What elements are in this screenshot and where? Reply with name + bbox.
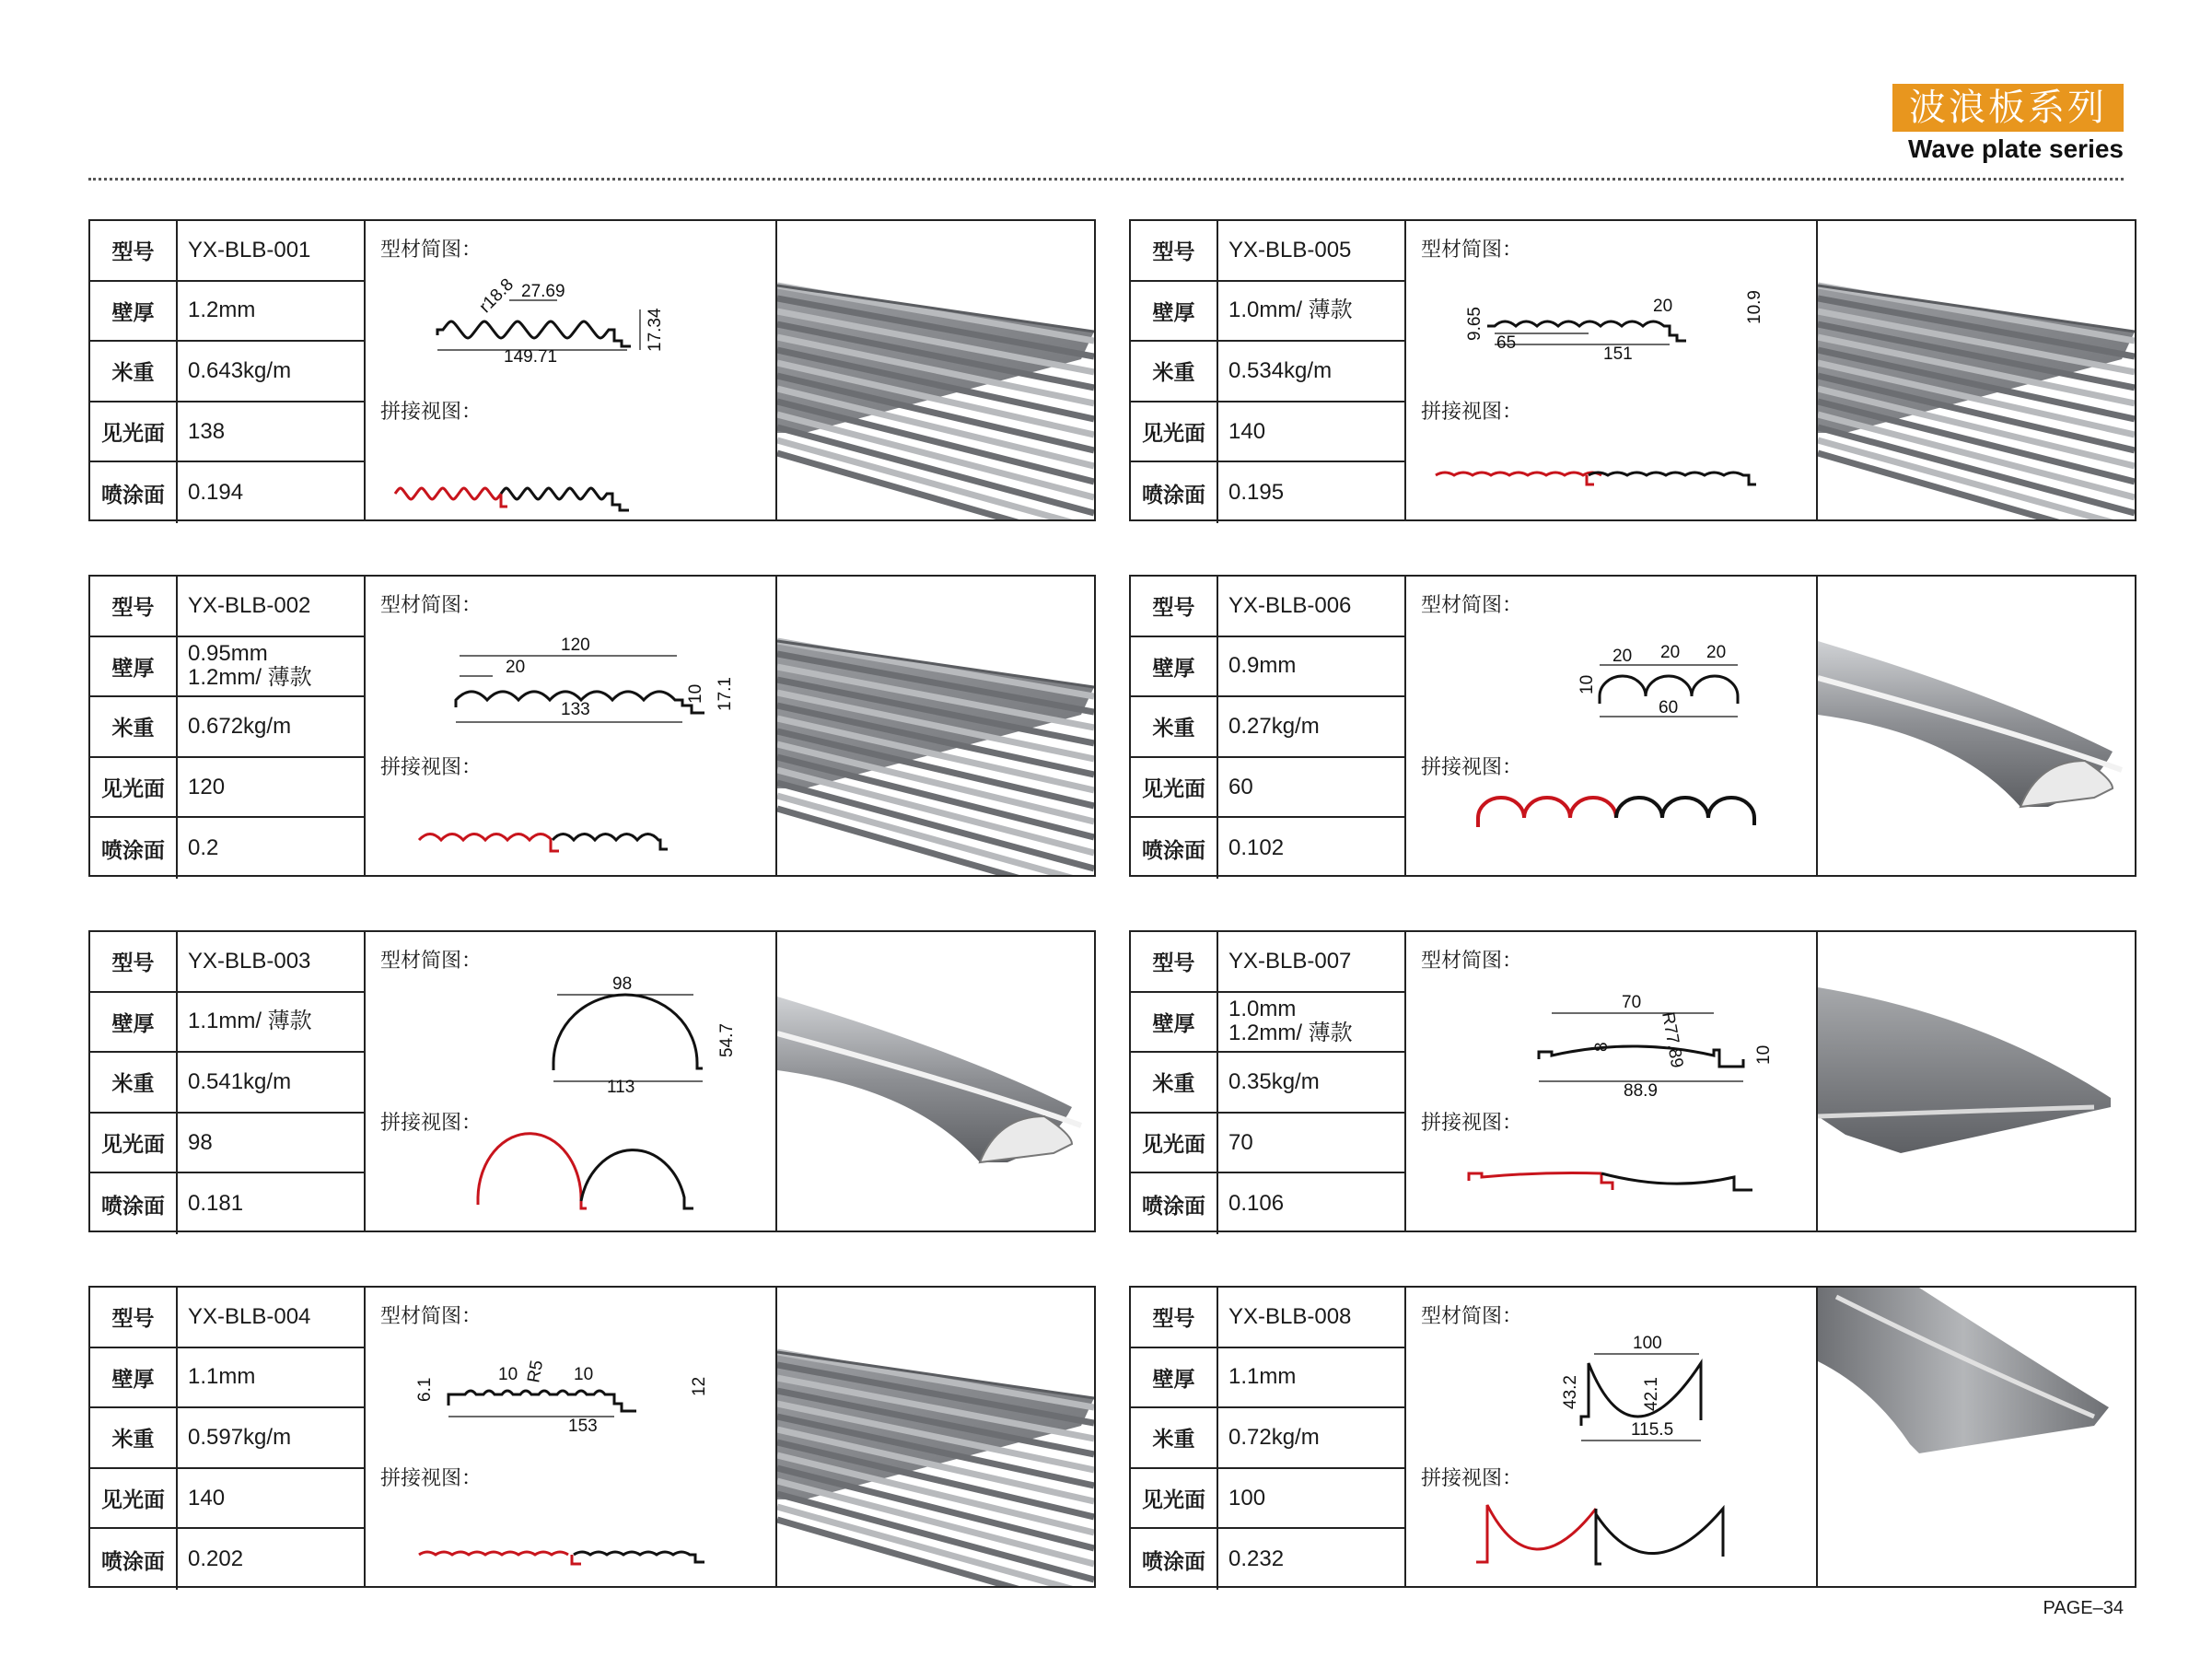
spec-value: 120: [188, 774, 226, 799]
profile-drawing: [364, 932, 775, 1234]
spec-value: 0.232: [1228, 1546, 1285, 1572]
profile-caption: 型材简图：: [380, 1305, 483, 1328]
series-title-cn: 波浪板系列: [1892, 84, 2124, 132]
svg-text:12: 12: [690, 1376, 709, 1396]
spec-label: 型号: [90, 221, 178, 280]
product-card: [88, 1286, 1096, 1588]
svg-text:20: 20: [1653, 297, 1673, 316]
spec-value: 0.672kg/m: [188, 713, 292, 739]
spec-label: 喷涂面: [90, 818, 178, 879]
profile-drawing: [364, 221, 775, 523]
spec-label: 型号: [1131, 221, 1218, 280]
profile-outline: [1487, 321, 1686, 341]
spec-value: 0.35kg/m: [1228, 1068, 1320, 1094]
spec-value: 0.27kg/m: [1228, 713, 1320, 739]
profile-drawing: [1404, 1288, 1816, 1590]
spec-row-weight: [1131, 1053, 1404, 1114]
product-photo: [1818, 932, 2135, 1231]
drawing-area: [364, 1288, 777, 1586]
spec-row-thickness: [1131, 637, 1404, 698]
svg-text:9.65: 9.65: [1465, 307, 1484, 341]
spec-table: [1131, 221, 1406, 519]
product-photo: [777, 577, 1094, 875]
spec-value: 0.106: [1228, 1191, 1285, 1217]
svg-text:10.9: 10.9: [1745, 290, 1764, 324]
spec-value: 1.2mm: [188, 297, 256, 323]
svg-text:100: 100: [1633, 1334, 1662, 1353]
profile-outline: [437, 321, 631, 346]
spec-value: 1.0mm/ 薄款: [1228, 297, 1353, 323]
spec-value: YX-BLB-006: [1228, 592, 1352, 618]
spec-label: 型号: [90, 1288, 178, 1347]
spec-row-thickness: [1131, 993, 1404, 1054]
spec-value: 60: [1228, 774, 1253, 799]
spec-label: 见光面: [1131, 402, 1218, 461]
svg-text:6.1: 6.1: [415, 1377, 435, 1402]
profile-caption: 型材简图：: [1421, 239, 1523, 262]
spec-value: 0.534kg/m: [1228, 357, 1333, 383]
spec-row-thickness: [1131, 1348, 1404, 1409]
spec-table: [90, 1288, 366, 1586]
spec-label: 见光面: [1131, 1469, 1218, 1528]
splice-caption: 拼接视图：: [1421, 1467, 1523, 1490]
spec-value: 1.1mm: [188, 1364, 256, 1390]
svg-text:60: 60: [1659, 698, 1679, 717]
product-photo: [777, 221, 1094, 519]
drawing-area: [1404, 577, 1818, 875]
svg-text:10: 10: [1578, 674, 1597, 694]
spec-label: 壁厚: [90, 1348, 178, 1407]
spec-value: 98: [188, 1129, 213, 1155]
spec-row-spray: [90, 462, 364, 523]
svg-text:20: 20: [506, 658, 526, 677]
spec-value: 0.181: [188, 1191, 244, 1217]
profile-outline: [1539, 1046, 1743, 1067]
spec-table: [1131, 1288, 1406, 1586]
spec-value: 0.95mm 1.2mm/ 薄款: [188, 641, 312, 691]
spec-row-visible: [90, 758, 364, 819]
product-card: [88, 219, 1096, 521]
svg-text:20: 20: [1660, 643, 1681, 662]
spec-value: YX-BLB-002: [188, 592, 311, 618]
profile-outline: [553, 995, 703, 1070]
product-photo: [777, 932, 1094, 1231]
svg-text:151: 151: [1603, 344, 1633, 364]
product-card: [1129, 930, 2136, 1232]
spec-row-model: [90, 1288, 364, 1348]
spec-label: 型号: [1131, 1288, 1218, 1347]
spec-value: 100: [1228, 1485, 1266, 1511]
drawing-area: [364, 221, 777, 519]
spec-label: 喷涂面: [90, 1173, 178, 1234]
spec-row-visible: [1131, 1469, 1404, 1530]
spec-row-spray: [90, 1529, 364, 1590]
spec-value: 1.0mm 1.2mm/ 薄款: [1228, 997, 1353, 1046]
spec-label: 喷涂面: [90, 462, 178, 523]
spec-value: 140: [1228, 418, 1266, 444]
spec-row-weight: [90, 342, 364, 402]
spec-row-weight: [90, 1053, 364, 1114]
spec-value: 0.72kg/m: [1228, 1424, 1320, 1450]
spec-label: 壁厚: [90, 282, 178, 341]
spec-row-thickness: [90, 282, 364, 343]
profile-drawing: [364, 1288, 775, 1590]
spec-row-spray: [1131, 462, 1404, 523]
svg-text:17.1: 17.1: [716, 677, 735, 711]
spec-label: 米重: [1131, 697, 1218, 756]
spec-label: 米重: [90, 1053, 178, 1112]
spec-label: 米重: [90, 1408, 178, 1467]
svg-text:42.1: 42.1: [1642, 1377, 1661, 1411]
spec-label: 壁厚: [1131, 993, 1218, 1052]
spec-label: 喷涂面: [1131, 1529, 1218, 1590]
spec-row-weight: [90, 697, 364, 758]
spec-value: 140: [188, 1485, 226, 1511]
svg-text:10: 10: [498, 1365, 518, 1384]
spec-row-visible: [90, 1469, 364, 1530]
product-photo: [777, 1288, 1094, 1586]
spec-value: 0.541kg/m: [188, 1068, 292, 1094]
spec-row-weight: [90, 1408, 364, 1469]
spec-row-thickness: [90, 993, 364, 1054]
spec-value: 0.202: [188, 1546, 244, 1572]
spec-value: YX-BLB-001: [188, 237, 311, 262]
svg-text:20: 20: [1612, 647, 1633, 666]
product-card: [88, 575, 1096, 877]
spec-label: 壁厚: [1131, 637, 1218, 696]
spec-row-model: [90, 577, 364, 637]
page-number: PAGE–34: [2043, 1598, 2124, 1618]
spec-label: 型号: [1131, 577, 1218, 636]
spec-label: 米重: [1131, 342, 1218, 401]
profile-caption: 型材简图：: [380, 950, 483, 973]
spec-row-spray: [90, 818, 364, 879]
profile-outline: [448, 1391, 636, 1411]
spec-row-spray: [90, 1173, 364, 1234]
spec-label: 型号: [90, 577, 178, 636]
spec-row-spray: [1131, 818, 1404, 879]
drawing-area: [364, 932, 777, 1231]
spec-label: 见光面: [1131, 1114, 1218, 1172]
product-photo: [1818, 221, 2135, 519]
spec-label: 见光面: [90, 402, 178, 461]
spec-label: 型号: [90, 932, 178, 991]
spec-label: 喷涂面: [1131, 818, 1218, 879]
spec-row-visible: [90, 1114, 364, 1174]
svg-text:133: 133: [561, 700, 590, 719]
svg-text:88.9: 88.9: [1624, 1081, 1658, 1101]
spec-row-model: [1131, 221, 1404, 282]
profile-caption: 型材简图：: [1421, 1305, 1523, 1328]
spec-value: YX-BLB-004: [188, 1303, 311, 1329]
drawing-area: [1404, 221, 1818, 519]
svg-text:153: 153: [568, 1417, 598, 1436]
product-card: [1129, 219, 2136, 521]
spec-row-weight: [1131, 1408, 1404, 1469]
spec-row-spray: [1131, 1173, 1404, 1234]
spec-label: 米重: [90, 697, 178, 756]
svg-text:8: 8: [1592, 1042, 1612, 1052]
drawing-area: [364, 577, 777, 875]
spec-label: 壁厚: [1131, 1348, 1218, 1407]
spec-row-model: [90, 932, 364, 993]
profile-caption: 型材简图：: [380, 239, 483, 262]
spec-row-model: [1131, 932, 1404, 993]
spec-value: YX-BLB-008: [1228, 1303, 1352, 1329]
svg-text:70: 70: [1622, 993, 1642, 1012]
spec-value: 0.597kg/m: [188, 1424, 292, 1450]
spec-table: [90, 221, 366, 519]
spec-row-model: [90, 221, 364, 282]
product-card: [1129, 575, 2136, 877]
spec-value: 0.195: [1228, 480, 1285, 506]
svg-text:R5: R5: [524, 1359, 548, 1384]
splice-caption: 拼接视图：: [380, 1467, 483, 1490]
header-dotted-rule: [88, 178, 2124, 181]
spec-label: 型号: [1131, 932, 1218, 991]
svg-text:R77.89: R77.89: [1658, 1010, 1687, 1070]
svg-text:113: 113: [607, 1078, 635, 1097]
svg-text:65: 65: [1496, 333, 1517, 353]
spec-value: 1.1mm: [1228, 1364, 1297, 1390]
spec-value: 0.643kg/m: [188, 357, 292, 383]
spec-row-model: [1131, 1288, 1404, 1348]
spec-row-weight: [1131, 697, 1404, 758]
splice-caption: 拼接视图：: [380, 401, 483, 424]
spec-label: 喷涂面: [90, 1529, 178, 1590]
profile-drawing: [1404, 932, 1816, 1234]
spec-row-thickness: [1131, 282, 1404, 343]
product-photo: [1818, 577, 2135, 875]
svg-text:115.5: 115.5: [1631, 1420, 1674, 1440]
svg-text:10: 10: [574, 1365, 594, 1384]
spec-label: 壁厚: [90, 637, 178, 696]
spec-table: [1131, 577, 1406, 875]
spec-row-weight: [1131, 342, 1404, 402]
spec-value: 138: [188, 418, 226, 444]
spec-row-thickness: [90, 1348, 364, 1409]
product-card: [1129, 1286, 2136, 1588]
splice-caption: 拼接视图：: [1421, 1112, 1523, 1135]
product-card: [88, 930, 1096, 1232]
spec-value: YX-BLB-007: [1228, 948, 1352, 974]
spec-table: [1131, 932, 1406, 1231]
profile-caption: 型材简图：: [1421, 594, 1523, 617]
spec-label: 见光面: [90, 758, 178, 817]
svg-text:54.7: 54.7: [717, 1023, 737, 1057]
spec-value: 70: [1228, 1129, 1253, 1155]
spec-table: [90, 577, 366, 875]
svg-text:r18.8: r18.8: [475, 274, 518, 318]
splice-caption: 拼接视图：: [1421, 756, 1523, 779]
spec-row-model: [1131, 577, 1404, 637]
spec-value: 0.102: [1228, 835, 1285, 861]
svg-text:10: 10: [1754, 1044, 1774, 1065]
spec-label: 米重: [90, 342, 178, 401]
spec-label: 见光面: [90, 1469, 178, 1528]
series-title-en: Wave plate series: [1908, 134, 2124, 163]
svg-text:120: 120: [561, 636, 590, 655]
drawing-area: [1404, 1288, 1818, 1586]
spec-value: 1.1mm/ 薄款: [188, 1009, 312, 1034]
spec-label: 见光面: [90, 1114, 178, 1172]
spec-label: 壁厚: [90, 993, 178, 1052]
spec-value: 0.9mm: [1228, 653, 1297, 679]
svg-text:10: 10: [686, 683, 705, 704]
product-photo: [1818, 1288, 2135, 1586]
splice-caption: 拼接视图：: [380, 756, 483, 779]
spec-label: 喷涂面: [1131, 1173, 1218, 1234]
spec-value: YX-BLB-003: [188, 948, 311, 974]
svg-text:17.34: 17.34: [646, 308, 665, 352]
splice-caption: 拼接视图：: [1421, 401, 1523, 424]
profile-caption: 型材简图：: [1421, 950, 1523, 973]
spec-row-spray: [1131, 1529, 1404, 1590]
drawing-area: [1404, 932, 1818, 1231]
spec-value: YX-BLB-005: [1228, 237, 1352, 262]
spec-label: 喷涂面: [1131, 462, 1218, 523]
svg-text:20: 20: [1706, 643, 1727, 662]
svg-text:27.69: 27.69: [521, 282, 565, 301]
spec-label: 壁厚: [1131, 282, 1218, 341]
spec-table: [90, 932, 366, 1231]
profile-outline: [1581, 1363, 1701, 1426]
spec-row-visible: [1131, 402, 1404, 463]
splice-caption: 拼接视图：: [380, 1112, 483, 1135]
profile-caption: 型材简图：: [380, 594, 483, 617]
spec-label: 米重: [1131, 1408, 1218, 1467]
dim-width: 149.71: [504, 347, 558, 367]
spec-value: 0.2: [188, 835, 219, 861]
spec-row-visible: [1131, 1114, 1404, 1174]
spec-label: 米重: [1131, 1053, 1218, 1112]
spec-row-thickness: [90, 637, 364, 698]
spec-value: 0.194: [188, 480, 244, 506]
spec-row-visible: [90, 402, 364, 463]
profile-drawing: [364, 577, 775, 879]
profile-drawing: [1404, 577, 1816, 879]
spec-row-visible: [1131, 758, 1404, 819]
svg-text:43.2: 43.2: [1561, 1375, 1580, 1409]
svg-text:98: 98: [612, 974, 633, 994]
profile-drawing: [1404, 221, 1816, 523]
spec-label: 见光面: [1131, 758, 1218, 817]
